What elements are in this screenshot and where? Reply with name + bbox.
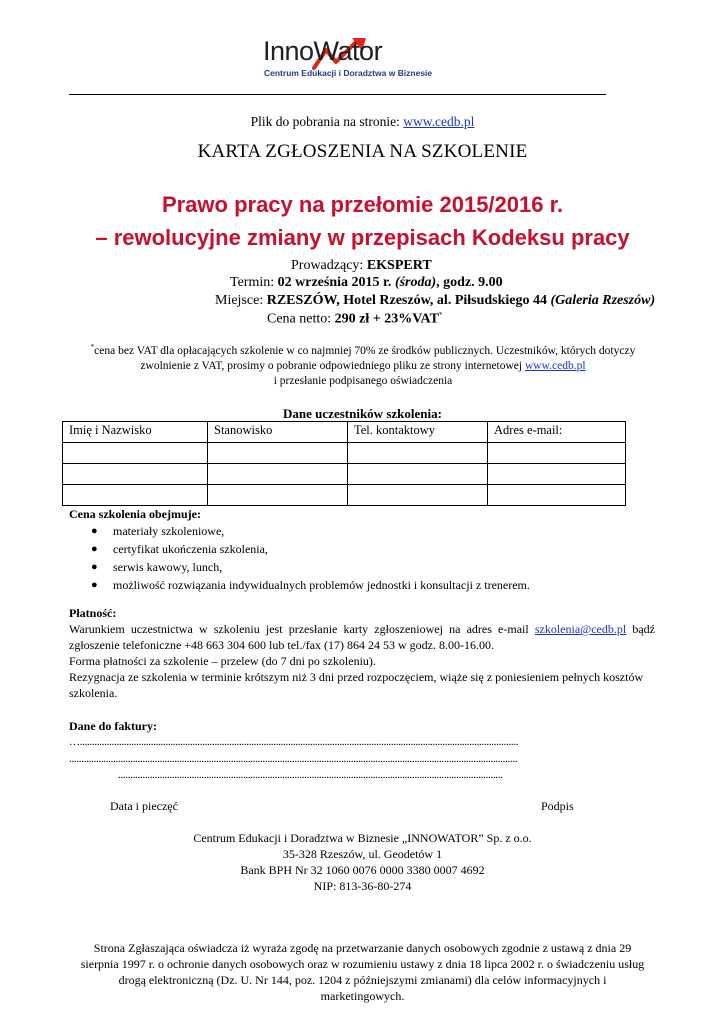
time-value: , godz. 9.00 <box>436 275 503 290</box>
signature-label: Podpis <box>541 799 574 813</box>
training-title-line2: – rewolucyjne zmiany w przepisach Kodeksu pracy <box>95 225 630 250</box>
participant-name-cell[interactable] <box>63 464 208 485</box>
vat-note-text-after: i przesłanie podpisanego oświadczenia <box>273 374 453 387</box>
vat-note-text: cena bez VAT dla opłacających szkolenie w co najmniej 70% ze środków publicznych. Uczestników, których dotyczy zwolnienie z VAT, prosimy o pobranie odpowiedniego pliku ze strony internetowej <box>94 344 636 372</box>
payment-conditions <box>69 621 655 653</box>
includes-title: Cena szkolenia obejmuje: <box>69 507 201 521</box>
list-item-text: możliwość rozwiązania indywidualnych problemów jednostki i konsultacji z trenerem. <box>113 578 530 592</box>
logo-tagline: Centrum Edukacji i Doradztwa w Biznesie <box>264 68 433 78</box>
list-item <box>88 522 530 540</box>
bullet-icon: ● <box>91 579 98 591</box>
price-value: 290 zł + 23%VAT <box>334 311 439 327</box>
date-stamp-label: Data i pieczęć <box>110 799 178 813</box>
participant-email-cell[interactable] <box>488 464 626 485</box>
date-line <box>230 275 503 291</box>
participants-table <box>62 421 626 506</box>
company-name: Centrum Edukacji i Doradztwa w Biznesie „INNOWATOR” Sp. z o.o. <box>193 831 532 845</box>
company-logo <box>258 36 458 84</box>
download-link[interactable]: www.cedb.pl <box>403 114 475 129</box>
date-label: Termin: <box>230 275 278 290</box>
training-title-line1: Prawo pracy na przełomie 2015/2016 r. <box>161 192 564 217</box>
participant-position-cell[interactable] <box>208 464 348 485</box>
participant-email-cell[interactable] <box>488 485 626 506</box>
invoice-title: Dane do faktury: <box>69 719 158 733</box>
list-item-text: materiały szkoleniowe, <box>113 524 225 538</box>
list-item <box>88 576 530 594</box>
company-address: 35-328 Rzeszów, ul. Geodetów 1 <box>282 847 443 861</box>
list-item-text: certyfikat ukończenia szkolenia, <box>113 542 268 556</box>
participant-phone-cell[interactable] <box>348 485 488 506</box>
includes-list <box>88 522 530 594</box>
company-info <box>0 830 725 894</box>
list-item <box>88 540 530 558</box>
vat-note <box>68 340 658 389</box>
vat-note-mark: * <box>90 343 95 351</box>
participant-name-cell[interactable] <box>63 485 208 506</box>
price-label: Cena netto: <box>267 311 335 327</box>
participant-position-cell[interactable] <box>208 443 348 464</box>
form-title: KARTA ZGŁOSZENIA NA SZKOLENIE <box>197 141 528 162</box>
table-row <box>63 464 626 485</box>
table-row <box>63 485 626 506</box>
place-label: Miejsce: <box>215 293 267 308</box>
table-header-row <box>63 422 626 443</box>
bullet-icon: ● <box>91 525 98 537</box>
trainer-line <box>291 258 432 274</box>
participant-phone-cell[interactable] <box>348 443 488 464</box>
participant-phone-cell[interactable] <box>348 464 488 485</box>
header-divider <box>69 94 606 95</box>
trainer-label: Prowadzący: <box>291 258 367 273</box>
payment-text-1: Warunkiem uczestnictwa w szkoleniu jest przesłanie karty zgłoszeniowej na adres e-mail <box>69 622 535 636</box>
invoice-line-3[interactable]: ............................................................................................................................................................. <box>118 769 503 781</box>
payment-resignation: Rezygnacja ze szkolenia w terminie krótszym niż 3 dni przed rozpoczęciem, wiąże się z poniesieniem pełnych kosztów szkolenia. <box>69 670 644 700</box>
table-row <box>63 443 626 464</box>
company-nip: NIP: 813-36-80-274 <box>313 879 412 893</box>
data-consent-statement: Strona Zgłaszająca oświadcza iż wyraża zgodę na przetwarzanie danych osobowych zgodnie z ustawą z dnia 29 sierpnia 1997 r. o ochronie danych osobowych oraz w rozumieniu ustawy z dnia 18 lipca 2002 r. o świadczeniu usług drogą elektroniczną (Dz. U. Nr 144, poz. 1204 z późniejszymi zmianami) dla celów informacyjnych i marketingowych. <box>80 941 645 1003</box>
participant-email-cell[interactable] <box>488 443 626 464</box>
trainer-value: EKSPERT <box>366 258 432 273</box>
payment-form: Forma płatności za szkolenie – przelew (do 7 dni po szkoleniu). <box>69 654 376 668</box>
logo-brand: InnoWator <box>263 36 383 66</box>
download-line <box>0 114 725 130</box>
place-value: RZESZÓW, Hotel Rzeszów, al. Piłsudskiego 44 <box>266 293 548 308</box>
column-header-name: Imię i Nazwisko <box>63 422 208 443</box>
list-item-text: serwis kawowy, lunch, <box>113 560 223 574</box>
bullet-icon: ● <box>91 561 98 573</box>
date-value: 02 września 2015 r. <box>277 275 392 290</box>
company-bank: Bank BPH Nr 32 1060 0076 0000 3380 0007 4692 <box>240 863 485 877</box>
column-header-phone: Tel. kontaktowy <box>348 422 488 443</box>
price-footnote-mark: * <box>438 311 443 319</box>
participants-title: Dane uczestników szkolenia: <box>283 406 442 421</box>
download-prefix: Plik do pobrania na stronie: <box>250 114 404 129</box>
participant-position-cell[interactable] <box>208 485 348 506</box>
column-header-position: Stanowisko <box>208 422 348 443</box>
list-item <box>88 558 530 576</box>
place-extra: (Galeria Rzeszów) <box>550 293 656 308</box>
column-header-email: Adres e-mail: <box>488 422 626 443</box>
weekday-value: (środa) <box>394 275 437 290</box>
vat-note-link[interactable]: www.cedb.pl <box>524 359 586 372</box>
price-line <box>267 311 442 328</box>
invoice-line-1[interactable]: …................................................................................................................................................................................... <box>69 736 519 748</box>
participant-name-cell[interactable] <box>63 443 208 464</box>
bullet-icon: ● <box>91 543 98 555</box>
payment-email-link[interactable]: szkolenia@cedb.pl <box>534 622 627 636</box>
payment-text-2: bądź zgłoszenie telefoniczne +48 663 304 600 lub tel./fax (17) 864 24 53 w godz. 8.00-16.00. <box>69 622 656 652</box>
invoice-line-2[interactable]: ....................................................................................................................................................................................... <box>69 753 518 765</box>
payment-title: Płatność: <box>69 606 117 620</box>
place-line <box>215 293 655 309</box>
